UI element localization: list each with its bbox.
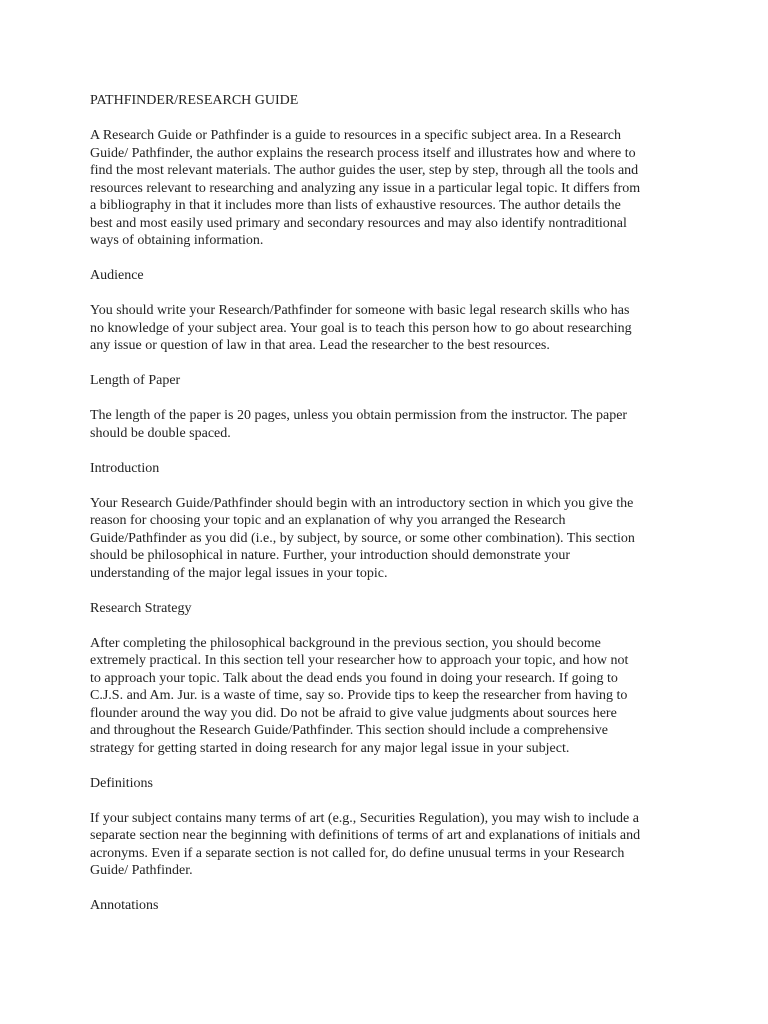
text-line: a bibliography in that it includes more than lists of exhaustive resources. The author details the (90, 198, 621, 213)
document-title: PATHFINDER/RESEARCH GUIDE (90, 93, 299, 108)
section-paragraph-audience (90, 302, 680, 355)
section-heading-introduction: Introduction (90, 460, 160, 476)
text-line: You should write your Research/Pathfinder for someone with basic legal research skills who has (90, 303, 630, 318)
section-heading-length: Length of Paper (90, 373, 181, 388)
section-heading-research-strategy: Research Strategy (90, 600, 192, 616)
text-line: extremely practical. In this section tell your researcher how to approach your topic, and how not (90, 653, 629, 668)
text-line: Guide/ Pathfinder, the author explains the research process itself and illustrates how and where to (90, 145, 636, 161)
text-line: strategy for getting started in doing research for any major legal issue in your subject. (90, 740, 570, 756)
text-line: Guide/Pathfinder as you did (i.e., by subject, by source, or some other combination). This section (90, 530, 635, 546)
text-line: reason for choosing your topic and an explanation of why you arranged the Research (90, 513, 566, 528)
text-line: acronyms. Even if a separate section is not called for, do define unusual terms in your Research (90, 845, 625, 861)
section-paragraph-research-strategy (90, 635, 680, 758)
text-line: and throughout the Research Guide/Pathfinder. This section should include a comprehensive (90, 723, 609, 738)
document-page (90, 92, 680, 932)
section-heading-annotations: Annotations (90, 898, 159, 913)
intro-paragraph (90, 127, 680, 250)
text-line: should be philosophical in nature. Further, your introduction should demonstrate your (90, 548, 571, 563)
text-line: find the most relevant materials. The author guides the user, step by step, through all the tools and (90, 163, 639, 178)
section-paragraph-length (90, 407, 680, 442)
text-line: ways of obtaining information. (90, 233, 264, 248)
text-line: The length of the paper is 20 pages, unless you obtain permission from the instructor. The paper (90, 408, 628, 423)
text-line: resources relevant to researching and analyzing any issue in a particular legal topic. It differs from (90, 180, 641, 196)
text-line: flounder around the way you did. Do not be afraid to give value judgments about sources here (90, 705, 617, 721)
text-line: Your Research Guide/Pathfinder should begin with an introductory section in which you give the (90, 495, 634, 511)
section-heading-definitions: Definitions (90, 775, 153, 791)
section-heading-audience: Audience (90, 268, 144, 283)
text-line: C.J.S. and Am. Jur. is a waste of time, say so. Provide tips to keep the researcher from having to (90, 688, 628, 703)
text-line: should be double spaced. (90, 425, 231, 441)
section-paragraph-definitions (90, 810, 680, 880)
text-line: separate section near the beginning with definitions of terms of art and explanations of initials and (90, 828, 641, 843)
text-line: no knowledge of your subject area. Your goal is to teach this person how to go about researching (90, 320, 632, 336)
text-line: best and most easily used primary and secondary resources and may also identify nontraditional (90, 215, 627, 231)
text-line: After completing the philosophical background in the previous section, you should become (90, 635, 601, 651)
text-line: to approach your topic. Talk about the dead ends you found in doing your research. If going to (90, 670, 618, 686)
text-line: any issue or question of law in that area. Lead the researcher to the best resources. (90, 338, 550, 353)
text-line: understanding of the major legal issues in your topic. (90, 565, 388, 581)
text-line: Guide/ Pathfinder. (90, 863, 193, 878)
text-line: If your subject contains many terms of art (e.g., Securities Regulation), you may wish to include a (90, 810, 639, 826)
text-line: A Research Guide or Pathfinder is a guide to resources in a specific subject area. In a Research (90, 128, 622, 143)
section-paragraph-introduction (90, 495, 680, 583)
